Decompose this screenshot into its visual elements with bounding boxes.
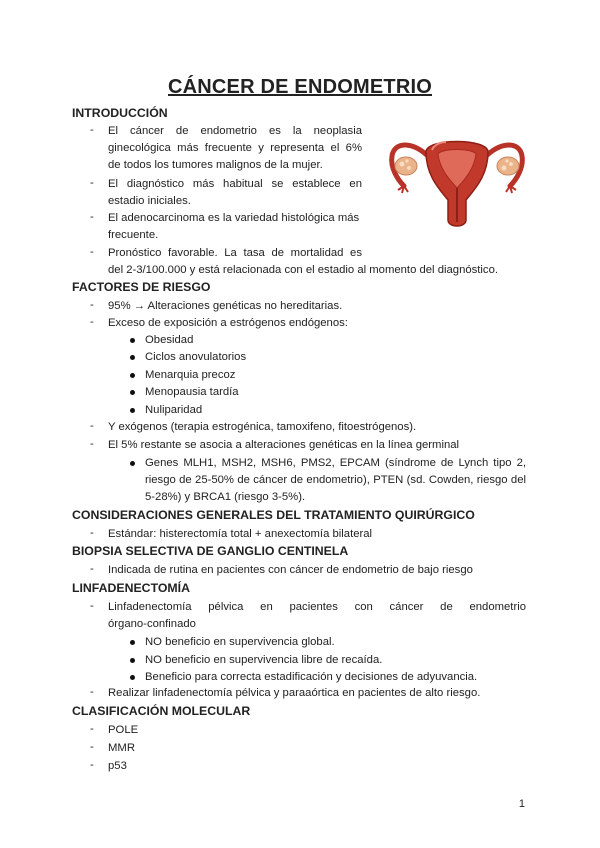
bullet-dot	[130, 461, 135, 466]
page-number: 1	[518, 798, 525, 810]
bullet-dot	[130, 355, 135, 360]
surgery-b1: Estándar: histerectomía total + anexectomía bilateral	[108, 528, 373, 540]
section-heading-biopsy: BIOPSIA SELECTIVA DE GANGLIO CENTINELA	[72, 544, 349, 558]
risk-sub-2: Menarquia precoz	[145, 369, 236, 381]
dash-marker: -	[90, 420, 94, 432]
dash-marker: -	[90, 211, 94, 223]
biopsy-b1: Indicada de rutina en pacientes con cáncer de endometrio de bajo riesgo	[108, 564, 473, 576]
risk-genes-l3: 5-28%) y BRCA1 (riesgo 3-5%).	[145, 491, 306, 503]
intro-b3-l1: El adenocarcinoma es la variedad histológica más	[108, 212, 360, 224]
uterus-illustration	[382, 128, 532, 236]
risk-b2: Exceso de exposición a estrógenos endógenos:	[108, 317, 348, 329]
risk-b1: 95% → Alteraciones genéticas no hereditarias.	[108, 300, 343, 312]
dash-marker: -	[90, 563, 94, 575]
lymph-sub-2: Beneficio para correcta estadificación y decisiones de adyuvancia.	[145, 671, 478, 683]
dash-marker: -	[90, 741, 94, 753]
risk-sub-3: Menopausia tardía	[145, 386, 239, 398]
lymph-b2: Realizar linfadenectomía pélvica y paraaórtica en pacientes de alto riesgo.	[108, 687, 481, 699]
lymph-b1-l2: órgano-confinado	[108, 618, 196, 630]
page-title: CÁNCER DE ENDOMETRIO	[167, 76, 432, 98]
dash-marker: -	[90, 299, 94, 311]
risk-b4: El 5% restante se asocia a alteraciones genéticas en la línea germinal	[108, 439, 460, 451]
dash-marker: -	[90, 316, 94, 328]
section-heading-intro: INTRODUCCIÓN	[72, 106, 168, 120]
bullet-dot	[130, 338, 135, 343]
risk-b3: Y exógenos (terapia estrogénica, tamoxifeno, fitoestrógenos).	[108, 421, 417, 433]
bullet-dot	[130, 640, 135, 645]
intro-b4-l2: del 2-3/100.000 y está relacionada con el estadio al momento del diagnóstico.	[108, 264, 498, 276]
bullet-dot	[130, 658, 135, 663]
dash-marker: -	[90, 723, 94, 735]
risk-genes-l2: riesgo de 25-50% de cáncer de endometrio), PTEN (sd. Cowden, riesgo del	[145, 474, 526, 486]
section-heading-lymph: LINFADENECTOMÍA	[72, 581, 190, 595]
dash-marker: -	[90, 246, 94, 258]
dash-marker: -	[90, 527, 94, 539]
bullet-dot	[130, 390, 135, 395]
bullet-dot	[130, 675, 135, 680]
section-heading-molecular: CLASIFICACIÓN MOLECULAR	[72, 704, 251, 718]
dash-marker: -	[90, 600, 94, 612]
molecular-item: MMR	[108, 742, 135, 754]
dash-marker: -	[90, 686, 94, 698]
risk-sub-4: Nuliparidad	[145, 404, 203, 416]
intro-b2-l2: estadio iniciales.	[108, 195, 191, 207]
lymph-sub-1: NO beneficio en supervivencia libre de recaída.	[145, 654, 383, 666]
molecular-item: p53	[108, 760, 127, 772]
bullet-dot	[130, 408, 135, 413]
intro-b1-l3: de todos los tumores malignos de la mujer.	[108, 159, 323, 171]
risk-sub-0: Obesidad	[145, 334, 194, 346]
intro-b3-l2: frecuente.	[108, 229, 159, 241]
molecular-item: POLE	[108, 724, 139, 736]
dash-marker: -	[90, 177, 94, 189]
section-heading-risk: FACTORES DE RIESGO	[72, 280, 211, 294]
lymph-b1-l1: Linfadenectomía pélvica en pacientes con cáncer de endometrio	[108, 601, 526, 613]
section-heading-surgery: CONSIDERACIONES GENERALES DEL TRATAMIENTO QUIRÚRGICO	[72, 508, 475, 522]
intro-b1-l2: ginecológica más frecuente y representa el 6%	[108, 142, 362, 154]
dash-marker: -	[90, 124, 94, 136]
lymph-sub-0: NO beneficio en supervivencia global.	[145, 636, 335, 648]
risk-genes-l1: Genes MLH1, MSH2, MSH6, PMS2, EPCAM (síndrome de Lynch tipo 2,	[145, 457, 526, 469]
intro-b1-l1: El cáncer de endometrio es la neoplasia	[108, 125, 362, 137]
intro-b4-l1: Pronóstico favorable. La tasa de mortalidad es	[108, 247, 362, 259]
risk-sub-1: Ciclos anovulatorios	[145, 351, 247, 363]
intro-b2-l1: El diagnóstico más habitual se establece en	[108, 178, 362, 190]
dash-marker: -	[90, 759, 94, 771]
bullet-dot	[130, 373, 135, 378]
dash-marker: -	[90, 438, 94, 450]
